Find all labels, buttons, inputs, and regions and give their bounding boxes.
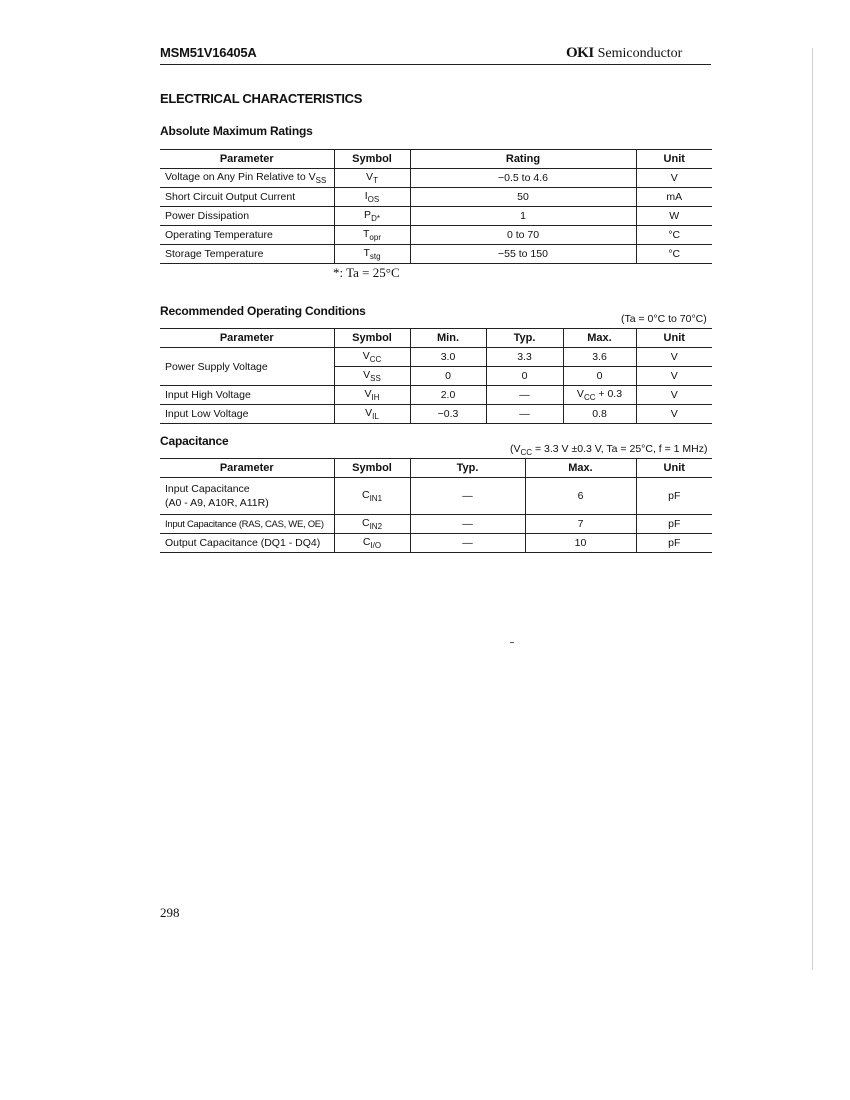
cell-parameter: Operating Temperature xyxy=(160,226,334,245)
cell-rating: −55 to 150 xyxy=(410,245,636,264)
cell-parameter: Input Capacitance (A0 - A9, A10R, A11R) xyxy=(160,478,334,515)
cell-min: 2.0 xyxy=(410,386,486,405)
cell-symbol: $T_{stg}$ xyxy=(334,245,410,264)
cell-max: 7 xyxy=(525,515,636,534)
cell-unit: V xyxy=(636,386,712,405)
cell-min: −0.3 xyxy=(410,405,486,424)
table-header-row xyxy=(160,150,712,169)
table-row xyxy=(160,386,712,405)
table-row xyxy=(160,405,712,424)
col-header: Symbol xyxy=(334,329,410,348)
cell-unit: V xyxy=(636,348,712,367)
footnote: *: Ta = 25°C xyxy=(333,265,400,280)
cell-unit: V xyxy=(636,405,712,424)
cell-typ: — xyxy=(410,478,525,515)
brand-text: Semiconductor xyxy=(597,46,683,61)
cell-min: 0 xyxy=(410,367,486,386)
cell-symbol: $I_{OS}$ xyxy=(334,188,410,207)
table-row xyxy=(160,226,712,245)
header-rule xyxy=(160,64,711,65)
cell-rating: −0.5 to 4.6 xyxy=(410,169,636,188)
rec-op-table xyxy=(160,328,712,424)
cell-unit: pF xyxy=(636,478,712,515)
cell-min: 3.0 xyxy=(410,348,486,367)
cell-unit: pF xyxy=(636,534,712,553)
col-header: Unit xyxy=(636,459,712,478)
cell-symbol: $P_{D*}$ xyxy=(334,207,410,226)
oki-logo: OKI xyxy=(566,45,594,61)
table-row xyxy=(160,534,712,553)
cell-max: $V_{CC} + 0.3$ xyxy=(563,386,636,405)
cell-typ: 0 xyxy=(486,367,563,386)
cell-max: 6 xyxy=(525,478,636,515)
table-row xyxy=(160,348,712,367)
cell-symbol: $V_{CC}$ xyxy=(334,348,410,367)
cell-max: 0.8 xyxy=(563,405,636,424)
cell-rating: 1 xyxy=(410,207,636,226)
cell-symbol: $C_{IN1}$ xyxy=(334,478,410,515)
cell-parameter: Power Dissipation xyxy=(160,207,334,226)
cell-unit: mA xyxy=(636,188,712,207)
col-header: Symbol xyxy=(334,459,410,478)
cell-unit: W xyxy=(636,207,712,226)
cell-unit: V xyxy=(636,367,712,386)
cell-symbol: $V_{IH}$ xyxy=(334,386,410,405)
table-row xyxy=(160,245,712,264)
cell-parameter: Storage Temperature xyxy=(160,245,334,264)
table-header-row xyxy=(160,459,712,478)
col-header: Typ. xyxy=(486,329,563,348)
cell-max: 10 xyxy=(525,534,636,553)
table-row xyxy=(160,478,712,515)
cell-symbol: $V_{IL}$ xyxy=(334,405,410,424)
section-title: ELECTRICAL CHARACTERISTICS xyxy=(160,91,363,106)
cell-unit: pF xyxy=(636,515,712,534)
cell-parameter: Short Circuit Output Current xyxy=(160,188,334,207)
col-header: Unit xyxy=(636,150,712,169)
cell-parameter: Voltage on Any Pin Relative to $V_{SS}$ xyxy=(160,169,334,188)
col-header: Parameter xyxy=(160,329,334,348)
table-row xyxy=(160,515,712,534)
cell-rating: 50 xyxy=(410,188,636,207)
cell-symbol: $T_{opr}$ xyxy=(334,226,410,245)
table-row xyxy=(160,169,712,188)
col-header: Min. xyxy=(410,329,486,348)
cell-parameter: Output Capacitance (DQ1 - DQ4) xyxy=(160,534,334,553)
rec-op-title: Recommended Operating Conditions xyxy=(160,304,366,318)
cell-parameter: Power Supply Voltage xyxy=(160,348,334,386)
capacitance-condition: ($V_{CC} = 3.3$ V ±0.3 V, Ta = 25°C, f = 1 MHz) xyxy=(510,443,708,458)
abs-max-table xyxy=(160,149,712,264)
scan-margin-line xyxy=(812,48,813,970)
col-header: Unit xyxy=(636,329,712,348)
col-header: Parameter xyxy=(160,150,334,169)
cell-typ: — xyxy=(410,515,525,534)
cell-symbol: $V_T$ xyxy=(334,169,410,188)
col-header: Max. xyxy=(563,329,636,348)
table-header-row xyxy=(160,329,712,348)
cell-max: 3.6 xyxy=(563,348,636,367)
scan-speck xyxy=(510,642,514,643)
brand xyxy=(566,44,682,62)
rec-op-condition: (Ta = 0°C to 70°C) xyxy=(621,313,707,325)
capacitance-title: Capacitance xyxy=(160,434,229,448)
col-header: Parameter xyxy=(160,459,334,478)
cell-rating: 0 to 70 xyxy=(410,226,636,245)
col-header: Rating xyxy=(410,150,636,169)
cell-max: 0 xyxy=(563,367,636,386)
cell-unit: °C xyxy=(636,226,712,245)
cell-parameter: Input High Voltage xyxy=(160,386,334,405)
table-row xyxy=(160,207,712,226)
col-header: Typ. xyxy=(410,459,525,478)
cell-unit: V xyxy=(636,169,712,188)
col-header: Symbol xyxy=(334,150,410,169)
cell-typ: — xyxy=(486,386,563,405)
cell-unit: °C xyxy=(636,245,712,264)
cell-symbol: $C_{IN2}$ xyxy=(334,515,410,534)
abs-max-title: Absolute Maximum Ratings xyxy=(160,124,313,138)
cell-typ: — xyxy=(486,405,563,424)
cell-typ: 3.3 xyxy=(486,348,563,367)
cell-typ: — xyxy=(410,534,525,553)
capacitance-table xyxy=(160,458,712,553)
page-number: 298 xyxy=(160,905,180,920)
table-row xyxy=(160,188,712,207)
cell-parameter: Input Capacitance (RAS, CAS, WE, OE) xyxy=(160,515,334,534)
part-number: MSM51V16405A xyxy=(160,45,257,60)
col-header: Max. xyxy=(525,459,636,478)
cell-symbol: $V_{SS}$ xyxy=(334,367,410,386)
cell-symbol: $C_{I/O}$ xyxy=(334,534,410,553)
cell-parameter: Input Low Voltage xyxy=(160,405,334,424)
